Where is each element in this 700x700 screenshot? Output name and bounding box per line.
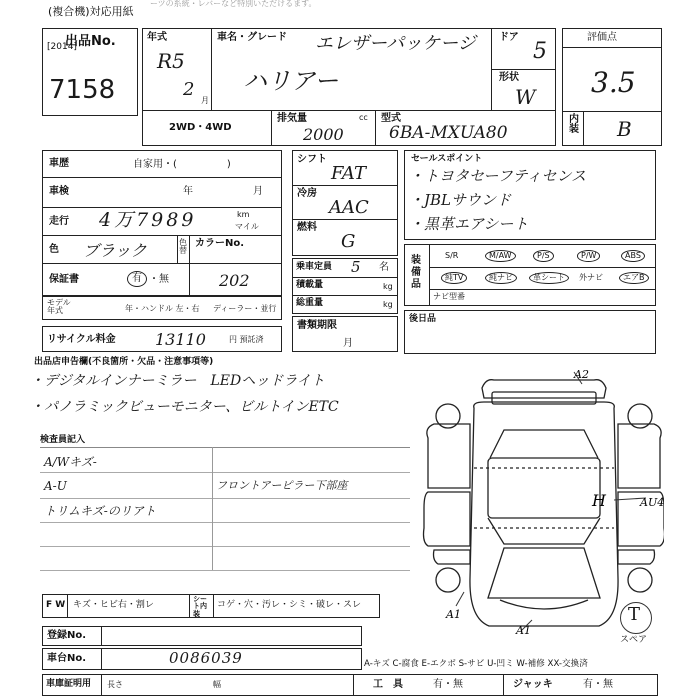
sales-point-3: ・黒革エアシート <box>409 215 529 233</box>
model-label: 型式 <box>381 113 401 124</box>
year-label: 年式 <box>147 32 167 43</box>
capacity-value: 5 <box>351 258 361 276</box>
fw-text: キズ・ヒビ右・割レ <box>73 600 154 610</box>
displacement-label: 排気量 <box>277 113 307 124</box>
shape-label: 形状 <box>499 72 519 83</box>
equip-navi-model: ナビ型番 <box>433 292 465 301</box>
mile-label: マイル <box>235 222 259 231</box>
drive-row <box>142 110 556 146</box>
sales-point-2: ・JBLサウンド <box>409 191 511 209</box>
displacement-value: 2000 <box>303 125 344 144</box>
score-box <box>562 28 662 146</box>
inspection-month-unit: 月 <box>253 186 263 197</box>
lot-label: 出品No. <box>65 34 116 49</box>
chassis-value: 0086039 <box>169 649 243 667</box>
notes-line-1: ・デジタルインナーミラー LEDヘッドライト <box>30 373 325 389</box>
chassis-row <box>42 648 362 670</box>
tools-label: 工 具 <box>373 679 403 690</box>
equipment-box <box>404 244 656 306</box>
load-label: 積載量 <box>296 280 324 290</box>
door-label: ドア <box>499 32 519 43</box>
year-value: R5 <box>157 49 185 73</box>
later-box <box>404 310 656 354</box>
interior-label: 内装 <box>569 114 579 135</box>
equip-navi: 純ナビ <box>485 272 517 284</box>
spare-mark: T <box>628 604 641 625</box>
history-value: 自家用・( ) <box>133 159 231 170</box>
capacity-unit: 名 <box>379 262 389 273</box>
tools-value: 有・無 <box>433 679 463 690</box>
color-no-value: 202 <box>219 271 250 290</box>
chassis-label: 車台No. <box>47 653 87 664</box>
seat-text: コゲ・穴・汚レ・シミ・破レ・スレ <box>217 600 362 610</box>
recycle-value: 13110 <box>155 330 206 349</box>
color-value: ブラック <box>83 241 147 260</box>
cert-label: 車庫証明用 <box>46 679 92 689</box>
equip-airbag: エアB <box>619 272 649 284</box>
shift-value: FAT <box>331 163 366 184</box>
inspection-year-unit: 年 <box>183 186 193 197</box>
fuel-value: G <box>341 231 356 252</box>
interior-value: B <box>617 117 632 141</box>
shift-label: シフト <box>297 154 327 165</box>
score-label: 評価点 <box>587 32 617 43</box>
weight-label: 総重量 <box>296 298 324 308</box>
recycle-label: リサイクル料金 <box>47 334 116 345</box>
km-label: km <box>237 210 250 219</box>
lot-year: [2014] <box>47 42 77 52</box>
inspector-line-1: A/Wキズ- <box>44 455 97 469</box>
warranty-no: 無 <box>159 274 169 285</box>
registration-label: 登録No. <box>47 630 87 641</box>
inspector-line-3: トリムキズ-のリアト <box>44 504 156 518</box>
inspector-right: フロントアーピラー下部座 <box>216 479 348 492</box>
header-faded-text: ーツの系統・レバーなど特別いただけるます。 <box>150 0 317 8</box>
month-value: 2 <box>183 79 195 100</box>
shape-value: W <box>515 85 536 109</box>
sales-point-1: ・トヨタセーフティセンス <box>409 167 587 185</box>
seat-label: シート内装 <box>193 595 207 618</box>
capacity-label: 乗車定員 <box>296 262 333 272</box>
doc-label: 書類期限 <box>297 320 337 331</box>
inspector-line-2: A-U <box>44 479 67 493</box>
load-unit: kg <box>383 282 393 291</box>
lot-box <box>42 28 138 116</box>
history-label: 車歴 <box>49 158 69 169</box>
grade-value: エレザーパッケージ <box>315 33 476 54</box>
name-label: 車名・グレード <box>217 32 287 43</box>
color-change-label: 色替 <box>179 238 187 255</box>
displacement-unit: cc <box>359 113 368 122</box>
sales-label: セールスポイント <box>411 154 483 164</box>
origin-row <box>42 296 282 320</box>
specs-box <box>292 150 398 256</box>
color-no-label: カラーNo. <box>195 238 245 249</box>
equip-sr: S/R <box>445 251 459 260</box>
month-unit: 月 <box>201 96 209 105</box>
length-label: 長さ <box>107 680 123 689</box>
jack-value: 有・無 <box>583 679 613 690</box>
warranty-label: 保証書 <box>49 274 79 285</box>
equip-ext-navi: 外ナビ <box>579 273 603 282</box>
equip-tv: 純TV <box>441 272 467 284</box>
notes-line-2: ・パノラミックビューモニター、ビルトインETC <box>30 399 339 415</box>
equip-ps: P/S <box>533 250 554 262</box>
mark-h: H <box>592 491 606 510</box>
fuel-label: 燃料 <box>297 222 317 233</box>
car-damage-diagram <box>414 368 664 638</box>
bottom-row <box>42 674 658 696</box>
mileage-value: 4万7989 <box>99 209 197 231</box>
recycle-unit: 円 預託済 <box>229 335 264 344</box>
lot-number: 7158 <box>49 75 116 105</box>
mark-a2: A2 <box>574 368 589 381</box>
width-label: 幅 <box>213 680 221 689</box>
name-value: ハリアー <box>243 67 339 95</box>
inspection-label: 車検 <box>49 186 69 197</box>
fw-label: F W <box>46 600 66 610</box>
sales-box <box>404 150 656 240</box>
doc-unit: 月 <box>343 338 353 349</box>
spare-label: スペア <box>620 635 648 645</box>
aircon-value: AAC <box>329 197 369 218</box>
vehicle-box <box>142 28 556 112</box>
damage-legend: A-キズ C-腐食 E-エクボ S-サビ U-凹ミ W-補修 XX-交換済 <box>364 659 588 669</box>
equip-leather: 革シート <box>529 272 569 284</box>
history-box <box>42 150 282 296</box>
fw-row <box>42 594 380 618</box>
warranty-sep: ・ <box>149 274 159 285</box>
dealer-label: ディーラー・並行 <box>213 304 277 313</box>
equipment-label: 装備品 <box>411 255 421 290</box>
equip-pw: P/W <box>577 250 600 262</box>
steering-label: 年・ハンドル 左・右 <box>125 304 200 313</box>
notes-label: 出品店申告欄(不良箇所・欠品・注意事項等) <box>34 357 214 367</box>
drive-value: 2WD・4WD <box>169 122 232 133</box>
capacity-box <box>292 258 398 314</box>
header-title: (複合機)対応用紙 <box>48 5 134 18</box>
mark-a1-bottom: A1 <box>516 624 531 637</box>
equip-maw: M/AW <box>485 250 516 262</box>
door-value: 5 <box>533 39 547 64</box>
mark-au4: AU4 <box>640 496 664 509</box>
doc-box <box>292 316 398 352</box>
later-label: 後日品 <box>409 314 437 324</box>
weight-unit: kg <box>383 300 393 309</box>
jack-label: ジャッキ <box>513 679 553 690</box>
model-origin-label: モデル年式 <box>47 298 71 315</box>
warranty-yes: 有 <box>127 271 147 287</box>
color-label: 色 <box>49 244 59 255</box>
mileage-label: 走行 <box>49 216 69 227</box>
equip-abs: ABS <box>621 250 645 262</box>
inspector-label: 検査員記入 <box>40 435 86 445</box>
registration-row <box>42 626 362 646</box>
mark-a1-left: A1 <box>446 608 461 621</box>
aircon-label: 冷房 <box>297 188 317 199</box>
model-value: 6BA-MXUA80 <box>389 123 508 143</box>
score-value: 3.5 <box>591 66 636 99</box>
recycle-row <box>42 326 282 352</box>
